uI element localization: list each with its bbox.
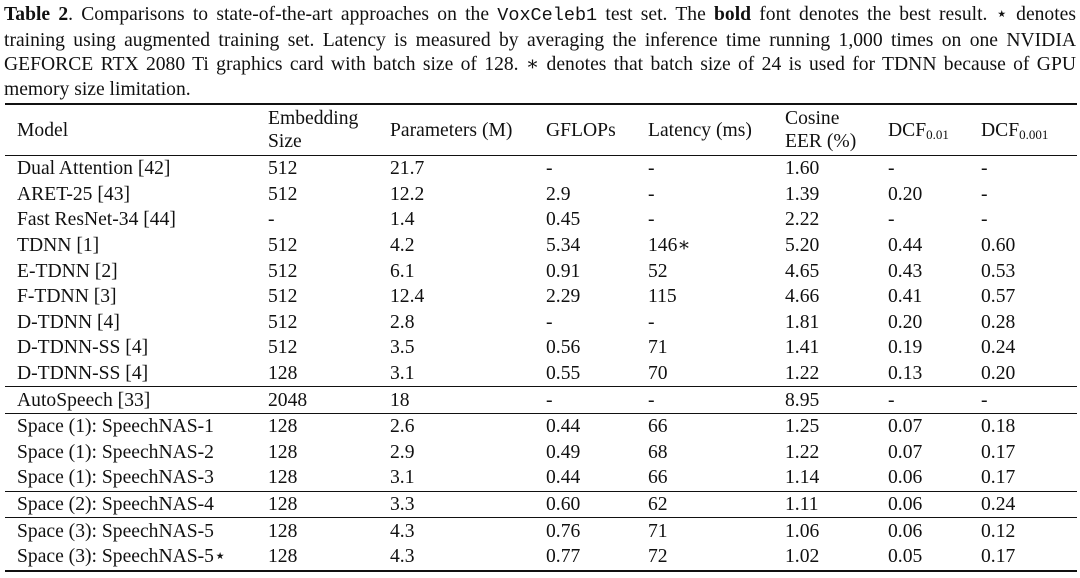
- cell-eer: 1.60: [785, 158, 820, 180]
- cell-eer: 5.20: [785, 235, 820, 257]
- cell-model: E-TDNN [2]: [17, 260, 118, 282]
- cell-embedding: 512: [268, 311, 298, 333]
- cell-dcf001: 0.07: [888, 416, 923, 438]
- cell-params: 4.2: [390, 235, 415, 257]
- table-row: [5, 258, 1077, 284]
- cell-dcf0001: -: [981, 158, 988, 180]
- cell-latency: -: [648, 209, 655, 231]
- table-row: [5, 413, 1077, 439]
- cell-model: D-TDNN-SS [4]: [17, 337, 149, 359]
- caption-bold-word: bold: [714, 4, 752, 25]
- cell-dcf0001: -: [981, 183, 988, 205]
- cell-model: F-TDNN [3]: [17, 286, 117, 308]
- cell-latency: 66: [648, 416, 668, 438]
- cell-latency: -: [648, 183, 655, 205]
- cell-params: 4.3: [378, 544, 534, 571]
- cell-dcf0001: -: [981, 209, 988, 231]
- table-row: [5, 156, 1077, 182]
- cell-params: 3.5: [390, 337, 415, 359]
- cell-eer: 1.41: [785, 337, 820, 359]
- cell-embedding: 2048: [256, 387, 378, 414]
- cell-dcf001: 0.06: [888, 520, 923, 542]
- cell-dcf0001: 0.24: [981, 337, 1016, 359]
- cell-params: 3.1: [378, 361, 534, 387]
- cell-gflops: 0.76: [546, 520, 581, 542]
- cell-gflops: -: [546, 158, 553, 180]
- cell-embedding: 512: [268, 286, 298, 308]
- cell-params: 2.9: [390, 441, 415, 463]
- table-row: [5, 335, 1077, 361]
- cell-params: 18: [378, 387, 534, 414]
- cell-model: Space (2): SpeechNAS-4: [5, 491, 256, 518]
- cell-embedding: 128: [268, 416, 298, 438]
- cell-eer: 2.22: [785, 209, 820, 231]
- caption-text-3: font denotes the best result. ⋆ denotes training using augmented training set. Latency is measured by averaging the inference time running 1,000 times on one NVIDIA GEFORCE RTX 2080 Ti graphics card with batch size of 128. ∗ denotes that batch size of 24 is used for TDNN because of GPU memory size limitation.: [4, 4, 1076, 101]
- cell-gflops: -: [546, 311, 553, 333]
- cell-params: 1.4: [390, 209, 415, 231]
- cell-dcf0001: 0.60: [981, 235, 1016, 257]
- table-row: [5, 207, 1077, 233]
- cell-latency: -: [648, 311, 655, 333]
- cell-embedding: 512: [268, 260, 298, 282]
- cell-dcf001: -: [888, 158, 895, 180]
- cell-dcf001: 0.05: [876, 544, 969, 571]
- header-parameters: Parameters (M): [378, 104, 534, 156]
- table-caption: [4, 3, 1076, 103]
- cell-model: Space (1): SpeechNAS-3: [5, 465, 256, 491]
- cell-model: Space (1): SpeechNAS-1: [17, 416, 214, 438]
- cell-params: 3.3: [378, 491, 534, 518]
- cell-model: Fast ResNet-34 [44]: [17, 209, 176, 231]
- cell-embedding: 512: [268, 337, 298, 359]
- cell-embedding: 128: [268, 520, 298, 542]
- cell-latency: 70: [636, 361, 773, 387]
- table-row: [5, 310, 1077, 336]
- header-dcf-001: $DCF_{0.01}$: [876, 104, 969, 156]
- cell-latency: 72: [636, 544, 773, 571]
- cell-gflops: 0.49: [546, 441, 581, 463]
- table-row: [5, 491, 1077, 518]
- cell-model: Space (3): SpeechNAS-5: [17, 520, 214, 542]
- header-dcf-0001: $DCF_{0.001}$: [969, 104, 1077, 156]
- cell-eer: 1.22: [785, 441, 820, 463]
- cell-latency: 68: [648, 441, 668, 463]
- cell-latency: 115: [648, 286, 677, 308]
- cell-dcf0001: 0.18: [981, 416, 1016, 438]
- cell-dcf001: 0.43: [888, 260, 923, 282]
- table-row: [5, 387, 1077, 414]
- table-row: [5, 361, 1077, 387]
- table-row: [5, 465, 1077, 491]
- cell-latency: 66: [636, 465, 773, 491]
- caption-text-1: . Comparisons to state-of-the-art approaches on the: [68, 4, 498, 25]
- header-cosine-eer: Cosine EER (%): [773, 104, 876, 156]
- caption-label: Table 2: [4, 4, 69, 25]
- cell-embedding: 128: [256, 465, 378, 491]
- cell-dcf001: 0.06: [876, 465, 969, 491]
- cell-model: Space (1): SpeechNAS-2: [17, 441, 214, 463]
- cell-model: Space (3): SpeechNAS-5⋆: [5, 544, 256, 571]
- cell-dcf0001: 0.17: [981, 441, 1016, 463]
- cell-model: D-TDNN-SS [4]: [5, 361, 256, 387]
- cell-params: 4.3: [390, 520, 415, 542]
- cell-dcf0001: -: [969, 387, 1077, 414]
- cell-dcf001: 0.07: [888, 441, 923, 463]
- cell-embedding: 128: [256, 361, 378, 387]
- cell-eer: 4.65: [785, 260, 820, 282]
- cell-dcf001: 0.44: [888, 235, 923, 257]
- table-row: [5, 233, 1077, 259]
- cell-gflops: -: [534, 387, 636, 414]
- cell-embedding: -: [268, 209, 275, 231]
- cell-latency: -: [648, 158, 655, 180]
- cell-dcf0001: 0.17: [969, 465, 1077, 491]
- table-row: [5, 440, 1077, 466]
- cell-params: 6.1: [390, 260, 415, 282]
- cell-dcf001: -: [876, 387, 969, 414]
- results-table: [5, 103, 1077, 572]
- cell-dcf001: 0.41: [888, 286, 923, 308]
- cell-dcf001: 0.20: [888, 311, 923, 333]
- cell-eer: 1.11: [773, 491, 876, 518]
- cell-gflops: 5.34: [546, 235, 581, 257]
- cell-gflops: 0.77: [534, 544, 636, 571]
- cell-gflops: 0.44: [534, 465, 636, 491]
- header-model: Model: [5, 104, 256, 156]
- cell-dcf001: 0.20: [888, 183, 923, 205]
- cell-embedding: 128: [268, 441, 298, 463]
- cell-gflops: 0.44: [546, 416, 581, 438]
- table-row: [5, 518, 1077, 544]
- cell-gflops: 2.29: [546, 286, 581, 308]
- cell-params: 12.4: [390, 286, 425, 308]
- cell-embedding: 512: [268, 235, 298, 257]
- cell-embedding: 512: [268, 183, 298, 205]
- cell-dcf0001: 0.17: [969, 544, 1077, 571]
- header-embedding-size: Embedding Size: [256, 104, 378, 156]
- cell-latency: 71: [648, 520, 668, 542]
- cell-latency: 71: [648, 337, 668, 359]
- cell-model: ARET-25 [43]: [17, 183, 131, 205]
- cell-eer: 1.81: [785, 311, 820, 333]
- cell-params: 21.7: [390, 158, 425, 180]
- cell-embedding: 128: [256, 544, 378, 571]
- cell-gflops: 0.91: [546, 260, 581, 282]
- cell-dcf0001: 0.12: [981, 520, 1016, 542]
- cell-params: 2.8: [390, 311, 415, 333]
- cell-dcf001: 0.13: [876, 361, 969, 387]
- cell-params: 3.1: [378, 465, 534, 491]
- cell-gflops: 0.45: [546, 209, 581, 231]
- cell-eer: 4.66: [785, 286, 820, 308]
- cell-params: 12.2: [390, 183, 425, 205]
- cell-gflops: 0.60: [534, 491, 636, 518]
- caption-text-2: test set. The: [597, 4, 714, 25]
- header-row: [5, 104, 1077, 156]
- cell-dcf0001: 0.57: [981, 286, 1016, 308]
- cell-dcf0001: 0.24: [969, 491, 1077, 518]
- cell-latency: 146∗: [648, 235, 691, 257]
- table-row: [5, 544, 1077, 571]
- cell-eer: 1.02: [773, 544, 876, 571]
- cell-dcf0001: 0.53: [981, 260, 1016, 282]
- cell-gflops: 0.55: [534, 361, 636, 387]
- cell-latency: 62: [636, 491, 773, 518]
- table-body: [5, 156, 1077, 571]
- cell-eer: 1.22: [773, 361, 876, 387]
- caption-dataset-name: VoxCeleb1: [497, 5, 598, 26]
- cell-latency: -: [636, 387, 773, 414]
- cell-dcf0001: 0.20: [969, 361, 1077, 387]
- cell-dcf001: -: [888, 209, 895, 231]
- cell-dcf0001: 0.28: [981, 311, 1016, 333]
- cell-gflops: 2.9: [546, 183, 571, 205]
- header-latency: Latency (ms): [636, 104, 773, 156]
- cell-model: D-TDNN [4]: [17, 311, 120, 333]
- table-row: [5, 284, 1077, 310]
- cell-model: TDNN [1]: [17, 235, 100, 257]
- cell-params: 2.6: [390, 416, 415, 438]
- cell-model: Dual Attention [42]: [17, 158, 171, 180]
- cell-eer: 1.25: [785, 416, 820, 438]
- cell-dcf001: 0.19: [888, 337, 923, 359]
- header-gflops: GFLOPs: [534, 104, 636, 156]
- cell-dcf001: 0.06: [876, 491, 969, 518]
- cell-eer: 8.95: [773, 387, 876, 414]
- cell-latency: 52: [648, 260, 668, 282]
- cell-eer: 1.06: [785, 520, 820, 542]
- cell-eer: 1.14: [773, 465, 876, 491]
- cell-embedding: 128: [256, 491, 378, 518]
- table-row: [5, 182, 1077, 208]
- cell-gflops: 0.56: [546, 337, 581, 359]
- cell-model: AutoSpeech [33]: [5, 387, 256, 414]
- cell-eer: 1.39: [785, 183, 820, 205]
- cell-embedding: 512: [268, 158, 298, 180]
